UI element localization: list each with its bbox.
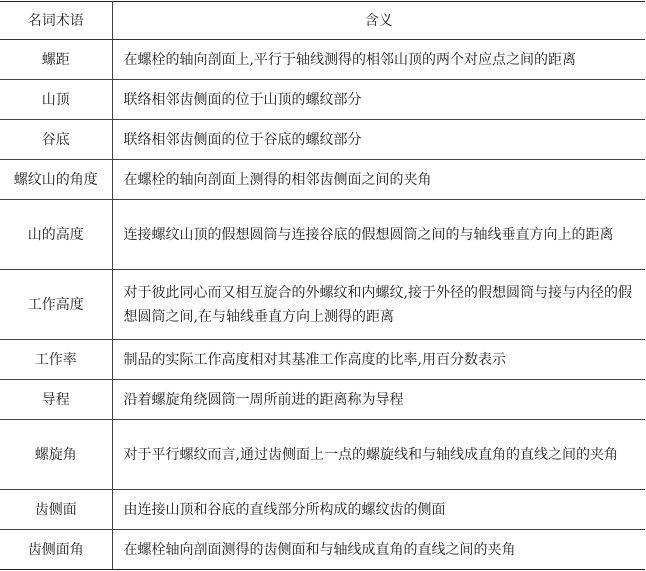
term-cell: 山顶 <box>0 80 112 120</box>
table-row <box>0 490 645 530</box>
table-row <box>0 160 645 200</box>
term-cell: 螺纹山的角度 <box>0 160 112 200</box>
term-cell: 谷底 <box>0 120 112 160</box>
definition-cell: 制品的实际工作高度相对其基准工作高度的比率,用百分数表示 <box>112 340 645 380</box>
header-row <box>0 2 645 40</box>
definition-cell: 在螺栓的轴向剖面上,平行于轴线测得的相邻山顶的两个对应点之间的距离 <box>112 40 645 80</box>
table-row <box>0 340 645 380</box>
table-row <box>0 40 645 80</box>
term-cell: 齿侧面 <box>0 490 112 530</box>
definition-cell: 对于彼此同心而又相互旋合的外螺纹和内螺纹,接于外径的假想圆筒与接与内径的假想圆筒之间,在与轴线垂直方向上测得的距离 <box>112 270 645 340</box>
definition-cell: 连接螺纹山顶的假想圆筒与连接谷底的假想圆筒之间的与轴线垂直方向上的距离 <box>112 200 645 270</box>
term-cell: 齿侧面角 <box>0 530 112 570</box>
definition-cell: 沿着螺旋角绕圆筒一周所前进的距离称为导程 <box>112 380 645 420</box>
table-row <box>0 120 645 160</box>
term-cell: 螺旋角 <box>0 420 112 490</box>
definition-cell: 对于平行螺纹而言,通过齿侧面上一点的螺旋线和与轴线成直角的直线之间的夹角 <box>112 420 645 490</box>
table-row <box>0 270 645 340</box>
definition-cell: 联络相邻齿侧面的位于谷底的螺纹部分 <box>112 120 645 160</box>
term-cell: 螺距 <box>0 40 112 80</box>
term-cell: 工作率 <box>0 340 112 380</box>
term-cell: 山的高度 <box>0 200 112 270</box>
definition-cell: 在螺栓轴向剖面测得的齿侧面和与轴线成直角的直线之间的夹角 <box>112 530 645 570</box>
header-definition: 含义 <box>112 2 645 40</box>
definition-cell: 在螺栓的轴向剖面上测得的相邻齿侧面之间的夹角 <box>112 160 645 200</box>
table-header <box>0 2 645 40</box>
table-row <box>0 380 645 420</box>
term-cell: 工作高度 <box>0 270 112 340</box>
term-cell: 导程 <box>0 380 112 420</box>
table-row <box>0 530 645 570</box>
header-term: 名词术语 <box>0 2 112 40</box>
table-body <box>0 40 645 570</box>
table-row <box>0 200 645 270</box>
table-row <box>0 420 645 490</box>
terminology-table <box>0 1 645 570</box>
definition-cell: 由连接山顶和谷底的直线部分所构成的螺纹齿的侧面 <box>112 490 645 530</box>
definition-cell: 联络相邻齿侧面的位于山顶的螺纹部分 <box>112 80 645 120</box>
table-row <box>0 80 645 120</box>
